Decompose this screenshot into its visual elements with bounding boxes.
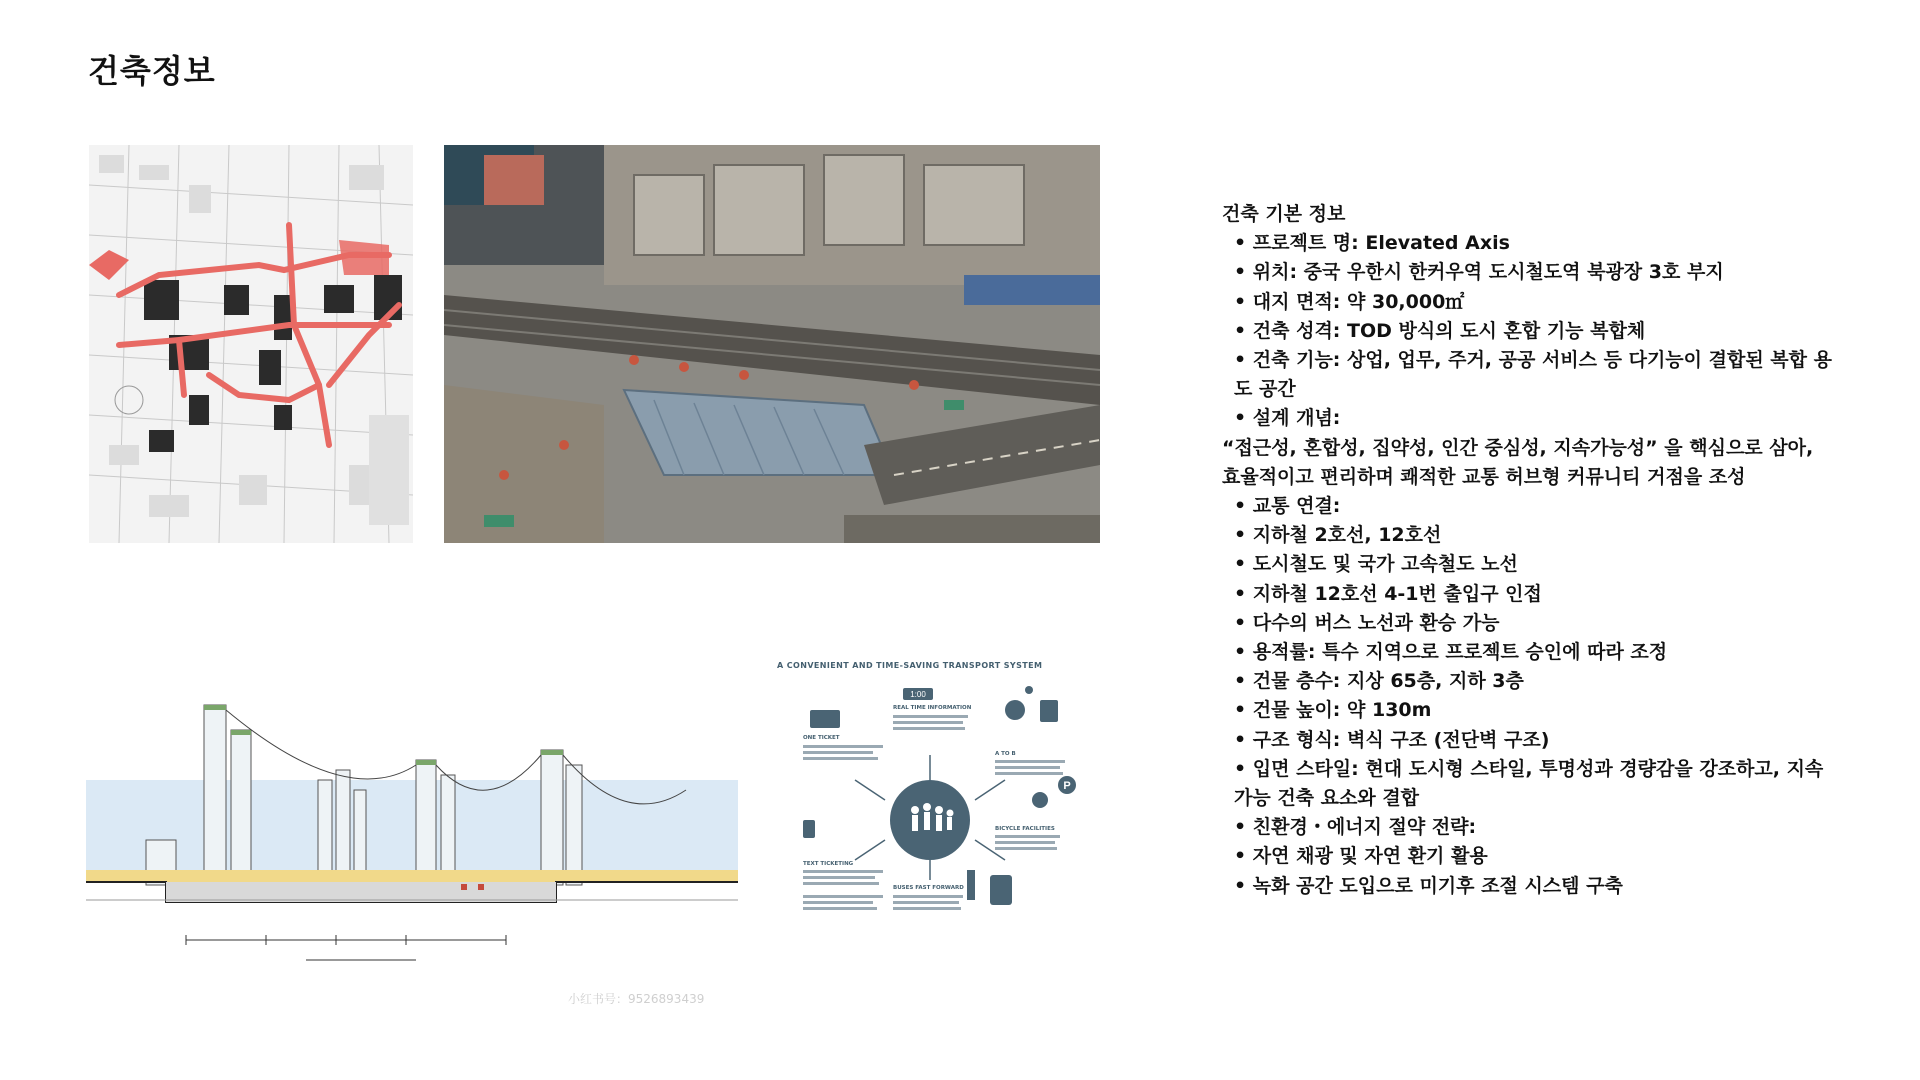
infographic-heading: A CONVENIENT AND TIME-SAVING TRANSPORT SYSTEM [777, 661, 1043, 670]
label-text-ticketing: TEXT TICKETING [803, 861, 854, 867]
info-item: • 구조 형식: 벽식 구조 (전단벽 구조) [1222, 726, 1832, 755]
label-bicycle-facilities: BICYCLE FACILITIES [995, 826, 1055, 832]
label-buses-fast-forward: BUSES FAST FORWARD [893, 885, 964, 891]
info-item: • 건물 높이: 약 130m [1222, 696, 1832, 725]
info-item: • 녹화 공간 도입으로 미기후 조절 시스템 구축 [1222, 872, 1832, 901]
label-real-time-info: REAL TIME INFORMATION [893, 705, 972, 711]
design-concept-2: 효율적이고 편리하며 쾌적한 교통 허브형 커뮤니티 거점을 조성 [1222, 465, 1746, 488]
info-item: • 다수의 버스 노선과 환승 가능 [1222, 609, 1832, 638]
info-item: • 프로젝트 명: Elevated Axis [1222, 229, 1832, 258]
urban-plan-map [89, 145, 413, 543]
building-section-sketch [86, 670, 738, 1015]
watermark: 小红书号：9526893439 [568, 992, 705, 1006]
label-one-ticket: ONE TICKET [803, 735, 840, 741]
info-item: • 건축 성격: TOD 방식의 도시 혼합 기능 복합체 [1222, 317, 1832, 346]
svg-text:P: P [1063, 780, 1071, 792]
info-heading: 건축 기본 정보 [1222, 203, 1346, 225]
design-concept: “접근성, 혼합성, 집약성, 인간 중심성, 지속가능성” 을 핵심으로 삼아, [1222, 436, 1814, 459]
label-a-to-b: A TO B [995, 751, 1016, 757]
info-item: • 건축 기능: 상업, 업무, 주거, 공공 서비스 등 다기능이 결합된 복합 용도 공간 [1222, 346, 1832, 404]
clock-label: 1:00 [910, 690, 926, 699]
info-item: • 설계 개념: [1222, 404, 1832, 433]
info-item: • 교통 연결: [1222, 492, 1832, 521]
info-item: • 지하철 2호선, 12호선 [1222, 521, 1832, 550]
transport-system-infographic [775, 655, 1091, 955]
info-item: • 도시철도 및 국가 고속철도 노선 [1222, 550, 1832, 579]
page-title: 건축정보 [88, 52, 216, 90]
info-item: • 지하철 12호선 4-1번 출입구 인접 [1222, 580, 1832, 609]
info-item: • 자연 채광 및 자연 환기 활용 [1222, 842, 1832, 871]
info-item: • 용적률: 특수 지역으로 프로젝트 승인에 따라 조정 [1222, 638, 1832, 667]
aerial-construction-photo [444, 145, 1100, 543]
info-item: • 친환경・에너지 절약 전략: [1222, 813, 1832, 842]
info-item: • 건물 층수: 지상 65층, 지하 3층 [1222, 667, 1832, 696]
info-item: • 위치: 중국 우한시 한커우역 도시철도역 북광장 3호 부지 [1222, 258, 1832, 287]
info-item: • 입면 스타일: 현대 도시형 스타일, 투명성과 경량감을 강조하고, 지속가능 건축 요소와 결합 [1222, 755, 1832, 813]
info-item: • 대지 면적: 약 30,000㎡ [1222, 288, 1832, 317]
building-info [1222, 200, 1832, 901]
